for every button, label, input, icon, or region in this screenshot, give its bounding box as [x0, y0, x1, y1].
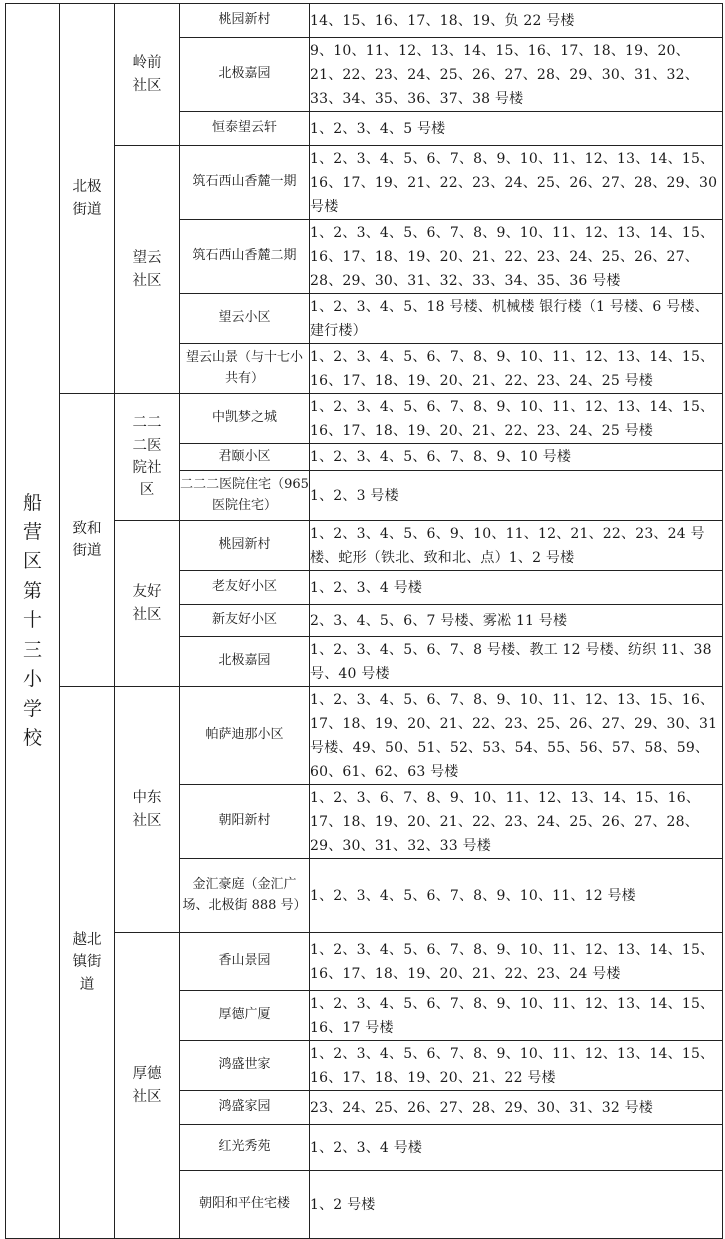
buildings-cell: 1、2、3、4、5、18 号楼、机械楼 银行楼（1 号楼、6 号楼、建行楼）: [310, 294, 723, 344]
buildings-cell: 1、2、3、4、5、6、9、10、11、12、21、22、23、24 号楼、蛇形（铁北、致和北、点）1、2 号楼: [310, 521, 723, 571]
community-cell: [115, 4, 180, 146]
estate-cell: 望云小区: [180, 294, 310, 344]
community-cell: [115, 687, 180, 933]
estate-cell: 金汇豪庭（金汇广场、北极街 888 号）: [180, 859, 310, 933]
street-name: 越北镇街道: [72, 931, 102, 993]
buildings-cell: 23、24、25、26、27、28、29、30、31、32 号楼: [310, 1091, 723, 1125]
estate-cell: 中凯梦之城: [180, 394, 310, 444]
buildings-cell: 1、2、3、4、5 号楼: [310, 112, 723, 146]
community-name: 望云社区: [132, 250, 162, 289]
street-cell: [60, 4, 115, 394]
estate-cell: 望云山景（与十七小共有）: [180, 344, 310, 394]
buildings-cell: 1、2、3、4、5、6、7、8、9、10 号楼: [310, 444, 723, 471]
buildings-cell: 1、2、3 号楼: [310, 471, 723, 521]
table-row: [6, 4, 723, 38]
community-name: 友好社区: [132, 584, 162, 623]
buildings-cell: 1、2、3、4、5、6、7、8、9、10、11、12、13、15、16、17、18、19、20、21、22、23、25、26、27、29、30、31 号楼、49、50、51、52、53、54、55、56、57、58、59、60、61、62、63 号楼: [310, 687, 723, 785]
estate-cell: 筑石西山香麓二期: [180, 220, 310, 294]
table-row: [6, 687, 723, 785]
estate-cell: 鸿盛世家: [180, 1041, 310, 1091]
table-row: [6, 394, 723, 444]
buildings-cell: 9、10、11、12、13、14、15、16、17、18、19、20、21、22、23、24、25、26、27、28、29、30、31、32、33、34、35、36、37、38 号楼: [310, 38, 723, 112]
community-name: 岭前社区: [132, 55, 162, 94]
estate-cell: 红光秀苑: [180, 1125, 310, 1171]
estate-cell: 桃园新村: [180, 4, 310, 38]
estate-cell: 筑石西山香麓一期: [180, 146, 310, 220]
estate-cell: 北极嘉园: [180, 38, 310, 112]
buildings-cell: 1、2、3、4、5、6、7、8、9、10、11、12、13、14、15、16、17 号楼: [310, 991, 723, 1041]
buildings-cell: 1、2、3、4、5、6、7、8、9、10、11、12、13、14、15、16、17、19、21、22、23、24、25、26、27、28、29、30 号楼: [310, 146, 723, 220]
estate-cell: 新友好小区: [180, 605, 310, 637]
street-cell: [60, 394, 115, 687]
school-name: 船营区第十三小学校: [22, 491, 42, 750]
buildings-cell: 2、3、4、5、6、7 号楼、雾凇 11 号楼: [310, 605, 723, 637]
buildings-cell: 1、2、3、4、5、6、7、8、9、10、11、12、13、14、15、16、17、18、19、20、21、22、23、24、25 号楼: [310, 394, 723, 444]
estate-cell: 鸿盛家园: [180, 1091, 310, 1125]
buildings-cell: 1、2、3、6、7、8、9、10、11、12、13、14、15、16、17、18、19、20、21、22、23、24、25、26、27、28、29、30、31、32、33 号楼: [310, 785, 723, 859]
buildings-cell: 1、2、3、4 号楼: [310, 571, 723, 605]
estate-cell: 帕萨迪那小区: [180, 687, 310, 785]
street-name: 北极街道: [72, 179, 102, 218]
estate-cell: 朝阳和平住宅楼: [180, 1171, 310, 1239]
street-cell: [60, 687, 115, 1239]
estate-cell: 桃园新村: [180, 521, 310, 571]
buildings-cell: 1、2、3、4、5、6、7、8、9、10、11、12 号楼: [310, 859, 723, 933]
estate-cell: 朝阳新村: [180, 785, 310, 859]
community-name: 厚德社区: [132, 1066, 162, 1105]
estate-cell: 二二二医院住宅（965 医院住宅）: [180, 471, 310, 521]
catchment-table: [5, 3, 723, 1239]
community-name: 中东社区: [132, 790, 162, 829]
estate-cell: 老友好小区: [180, 571, 310, 605]
buildings-cell: 1、2、3、4、5、6、7、8、9、10、11、12、13、14、15、16、17、18、19、20、21、22 号楼: [310, 1041, 723, 1091]
community-cell: [115, 394, 180, 521]
community-name: 二二二医院社区: [132, 415, 162, 499]
buildings-cell: 14、15、16、17、18、19、负 22 号楼: [310, 4, 723, 38]
estate-cell: 恒泰望云轩: [180, 112, 310, 146]
buildings-cell: 1、2、3、4、5、6、7、8、9、10、11、12、13、14、15、16、17、18、19、20、21、22、23、24、25 号楼: [310, 344, 723, 394]
buildings-cell: 1、2、3、4 号楼: [310, 1125, 723, 1171]
buildings-cell: 1、2、3、4、5、6、7、8 号楼、教工 12 号楼、纺织 11、38 号、40 号楼: [310, 637, 723, 687]
street-name: 致和街道: [72, 520, 102, 559]
buildings-cell: 1、2、3、4、5、6、7、8、9、10、11、12、13、14、15、16、17、18、19、20、21、22、23、24、25、26、27、28、29、30、31、32、33、34、35、36 号楼: [310, 220, 723, 294]
community-cell: [115, 933, 180, 1239]
estate-cell: 厚德广厦: [180, 991, 310, 1041]
community-cell: [115, 521, 180, 687]
estate-cell: 君颐小区: [180, 444, 310, 471]
buildings-cell: 1、2 号楼: [310, 1171, 723, 1239]
buildings-cell: 1、2、3、4、5、6、7、8、9、10、11、12、13、14、15、16、17、18、19、20、21、22、23、24 号楼: [310, 933, 723, 991]
estate-cell: 北极嘉园: [180, 637, 310, 687]
community-cell: [115, 146, 180, 394]
estate-cell: 香山景园: [180, 933, 310, 991]
school-cell: [6, 4, 60, 1239]
